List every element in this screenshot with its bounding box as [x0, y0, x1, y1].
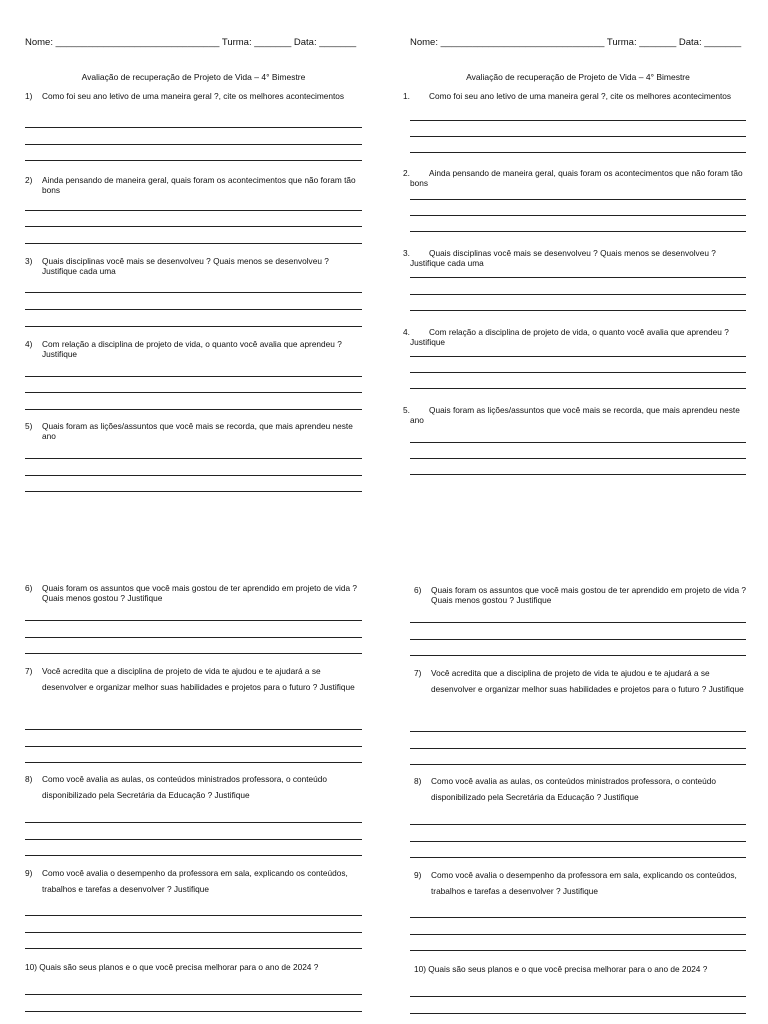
page-title: Avaliação de recuperação de Projeto de Vida – 4° Bimestre [81, 72, 306, 82]
question-4: 4) Com relação a disciplina de projeto de vida, o quanto você avalia que aprendeu ? Justifique [25, 339, 342, 359]
question-7: 7) Você acredita que a disciplina de projeto de vida te ajudou e te ajudará a se desenvolver e organizar melhor suas habilidades e projetos para o futuro ? Justifique [25, 666, 355, 692]
question-5: 5) Quais foram as lições/assuntos que você mais se recorda, que mais aprendeu neste ano [25, 421, 353, 441]
question-6-copy: 6) Quais foram os assuntos que você mais gostou de ter aprendido em projeto de vida ? Quais menos gostou ? Justifique [414, 585, 747, 605]
right-copy [403, 0, 747, 1024]
question-3: 3) Quais disciplinas você mais se desenvolveu ? Quais menos se desenvolveu ? Justifique cada uma [25, 256, 329, 276]
left-copy [25, 0, 362, 1024]
question-9: 9) Como você avalia o desempenho da professora em sala, explicando os conteúdos, trabalhos e tarefas a desenvolver ? Justifique [25, 868, 348, 894]
student-header[interactable]: Nome: _______________________________ Turma: _______ Data: _______ [25, 37, 357, 48]
question-4-copy: 4. Com relação a disciplina de projeto de vida, o quanto você avalia que aprendeu ? Justifique [403, 327, 729, 347]
question-10: 10) Quais são seus planos e o que você precisa melhorar para o ano de 2024 ? [25, 962, 319, 972]
question-8-copy: 8) Como você avalia as aulas, os conteúdos ministrados professora, o conteúdo disponibilizado pela Secretária da Educação ? Justifique [414, 776, 717, 802]
question-10-copy: 10) Quais são seus planos e o que você precisa melhorar para o ano de 2024 ? [414, 964, 708, 974]
question-5-copy: 5. Quais foram as lições/assuntos que você mais se recorda, que mais aprendeu neste ano [403, 405, 740, 425]
question-7-copy: 7) Você acredita que a disciplina de projeto de vida te ajudou e te ajudará a se desenvolver e organizar melhor suas habilidades e projetos para o futuro ? Justifique [414, 668, 744, 694]
student-header-copy[interactable]: Nome: _______________________________ Turma: _______ Data: _______ [410, 37, 742, 48]
question-3-copy: 3. Quais disciplinas você mais se desenvolveu ? Quais menos se desenvolveu ? Justifique cada uma [403, 248, 716, 268]
question-6: 6) Quais foram os assuntos que você mais gostou de ter aprendido em projeto de vida ? Quais menos gostou ? Justifique [25, 583, 358, 603]
question-1-copy: 1. Como foi seu ano letivo de uma maneira geral ?, cite os melhores acontecimentos [403, 91, 732, 101]
page-title-copy: Avaliação de recuperação de Projeto de Vida – 4° Bimestre [466, 72, 690, 82]
question-2-copy: 2. Ainda pensando de maneira geral, quais foram os acontecimentos que não foram tão bons [403, 168, 743, 188]
question-1: 1) Como foi seu ano letivo de uma maneira geral ?, cite os melhores acontecimentos [25, 91, 345, 101]
question-2: 2) Ainda pensando de maneira geral, quais foram os acontecimentos que não foram tão bons [25, 175, 356, 195]
question-8: 8) Como você avalia as aulas, os conteúdos ministrados professora, o conteúdo disponibilizado pela Secretária da Educação ? Justifique [25, 774, 328, 800]
question-9-copy: 9) Como você avalia o desempenho da professora em sala, explicando os conteúdos, trabalhos e tarefas a desenvolver ? Justifique [414, 870, 737, 896]
